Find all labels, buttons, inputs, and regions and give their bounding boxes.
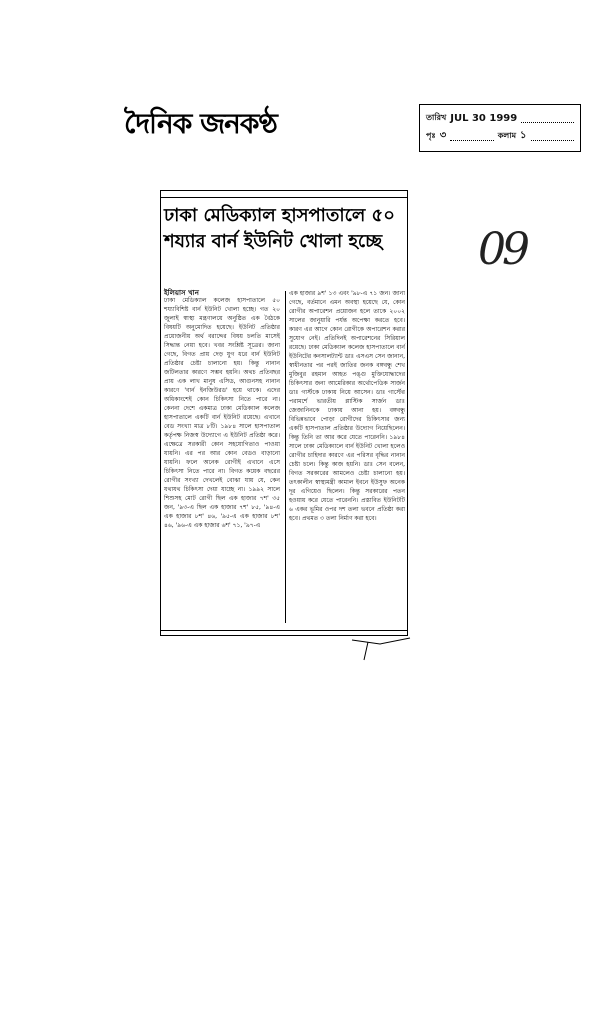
article-column-left: ঢাকা মেডিক্যাল কলেজ হাসপাতালে ৫০ শয্যাবিশিষ্ট বার্ন ইউনিট খোলা হচ্ছে। গত ২০ জুলাই স্বাস্থ্য মন্ত্রণালয়ে অনুষ্ঠিত এক বৈঠকে বিষয়টি অনুমোদিত হয়েছে। ইউনিট প্রতিষ্ঠার প্রয়োজনীয় অর্থ বরাদ্দের বিষয় চলতি মাসেই সিদ্ধান্ত নেয়া হবে। খবর সংশ্লিষ্ট সূত্রের। জানা গেছে, বিগত প্রায় দেড় যুগ ধরে বার্ন ইউনিট প্রতিষ্ঠার চেষ্টা চালানো হয়। কিন্তু নানান জটিলতার কারণে সম্ভব হয়নি। অথচ প্রতিবছর প্রায় এক লাখ মানুষ এসিড, আগুনসহ নানান কারণে 'বার্ন ইনজিউরড' হয়ে থাকে। এদের অধিকাংশেই কোন চিকিৎসা নিতে পারে না। কেননা দেশে একমাত্র ঢাকা মেডিক্যাল কলেজ হাসপাতালে একটি বার্ন ইউনিট রয়েছে। এখানে বেড সংখ্যা মাত্র ৮টি। ১৯৮৪ সালে হাসপাতাল কর্তৃপক্ষ নিজস্ব উদ্যোগে এ ইউনিট প্রতিষ্ঠা করে। এক্ষেত্রে সরকারী কোন সহযোগিতাও পাওয়া যায়নি। এর পর আর কোন বেডও বাড়ানো যায়নি। ফলে অনেক রোগীই এখানে এসে চিকিৎসা নিতে পারে না। বিগত কয়েক বছরের রোগীর সংখ্যা দেখলেই বোঝা যায় যে, কেন যথাযথ চিকিৎসা দেয়া যাচ্ছে না। ১৯৯২ সালে শিশুসহ মোট রোগী ছিল এক হাজার ৭শ' ৩৫ জন, '৯৩-এ ছিল এক হাজার ৭শ' ৮৫, '৯৪-এ এক হাজার ৮শ' ৪৬, '৯৫-এ এক হাজার ৮শ' ৪৬, '৯৬-এ এক হাজার ৬শ' ৭১, '৯৭-এ — [164, 297, 280, 529]
newspaper-masthead: দৈনিক জনকণ্ঠ — [124, 107, 277, 140]
article-byline: ইলিয়াস খান — [164, 289, 199, 297]
stamp-column-value: ১ — [520, 129, 527, 141]
stamp-dotted-line — [531, 132, 574, 141]
stamp-dotted-line — [521, 114, 574, 123]
column-divider — [285, 291, 286, 623]
scissor-cut-mark — [350, 636, 420, 662]
article-headline: ঢাকা মেডিক্যাল হাসপাতালে ৫০ শয্যার বার্ন ইউনিট খোলা হচ্ছে — [164, 205, 395, 252]
article-clipping — [160, 190, 408, 636]
stamp-page-value: ৩ — [439, 129, 447, 141]
article-column-right: এক হাজার ৯শ' ১৩ এবং '৯৮-এ ৭১ জন। জানা গেছে, বর্তমানে এমন অবস্থা হয়েছে যে, কোন রোগীর অপারেশন প্রয়োজন হলে তাকে ২০০২ সালের জানুয়ারি পর্যন্ত অপেক্ষা করতে হবে। কারণ এর আগে কোন রোগীকে অপারেশন করার সুযোগ নেই। প্রতিদিনই অপারেশনের সিরিয়াল রয়েছে। ঢাকা মেডিক্যাল কলেজ হাসপাতালে বার্ন ইউনিটের কনসালট্যান্ট ডাঃ এসএস সেন জানান, স্বাধীনতার পর পরই জাতির জনক বঙ্গবন্ধু শেখ মুজিবুর রহমান আহত পঙ্গু মুক্তিযোদ্ধাদের চিকিৎসার জন্য আমেরিকার অর্থোপেডিক সার্জন ডাঃ গার্স্টকে ঢাকায় নিয়ে আসেন। ডাঃ গার্স্টের পরামর্শে ভারতীয় প্লাস্টিক সার্জন ডাঃ জেজানিনকে ঢাকায় আনা হয়। বঙ্গবন্ধু বিভিন্নভাবে পোড়া রোগীদের চিকিৎসার জন্য একটি হাসপাতাল প্রতিষ্ঠার উদ্যোগ নিয়েছিলেন। কিন্তু তিনি তা আর করে যেতে পারেননি। ১৯৮৪ সালে ঢাকা মেডিক্যালে বার্ন ইউনিট খোলা হলেও রোগীর চাহিদার কারণে এর পরিসর বৃদ্ধির নানান চেষ্টা চলে। কিন্তু কাজ হয়নি। ডাঃ সেন বলেন, বিগত সরকারের আমলেও চেষ্টা চালানো হয়। তৎকালীন স্বাস্থ্যমন্ত্রী কামাল ইবনে ইউসুফ অনেক দূর এগিয়েও ছিলেন। কিন্তু সরকারের পতন হওয়ায় করে যেতে পারেননি। প্রস্তাবিত ইউনিটটি ৬ একর ভূমির ওপর দশ তলা ভবনে প্রতিষ্ঠা করা হবে। প্রথমত ৩ তলা নির্মাণ করা হবে। — [289, 290, 405, 522]
stamp-dotted-line — [450, 132, 493, 141]
bottom-rule — [161, 630, 407, 631]
handwritten-page-number: 09 — [478, 224, 526, 275]
archive-stamp — [419, 104, 581, 152]
top-rule — [161, 197, 407, 198]
stamp-date-label: তারিখ — [426, 112, 447, 122]
stamp-date-value: JUL 30 1999 — [450, 112, 518, 124]
stamp-column-label: কলাম — [497, 130, 517, 140]
stamp-page-label: পৃঃ — [426, 130, 436, 140]
